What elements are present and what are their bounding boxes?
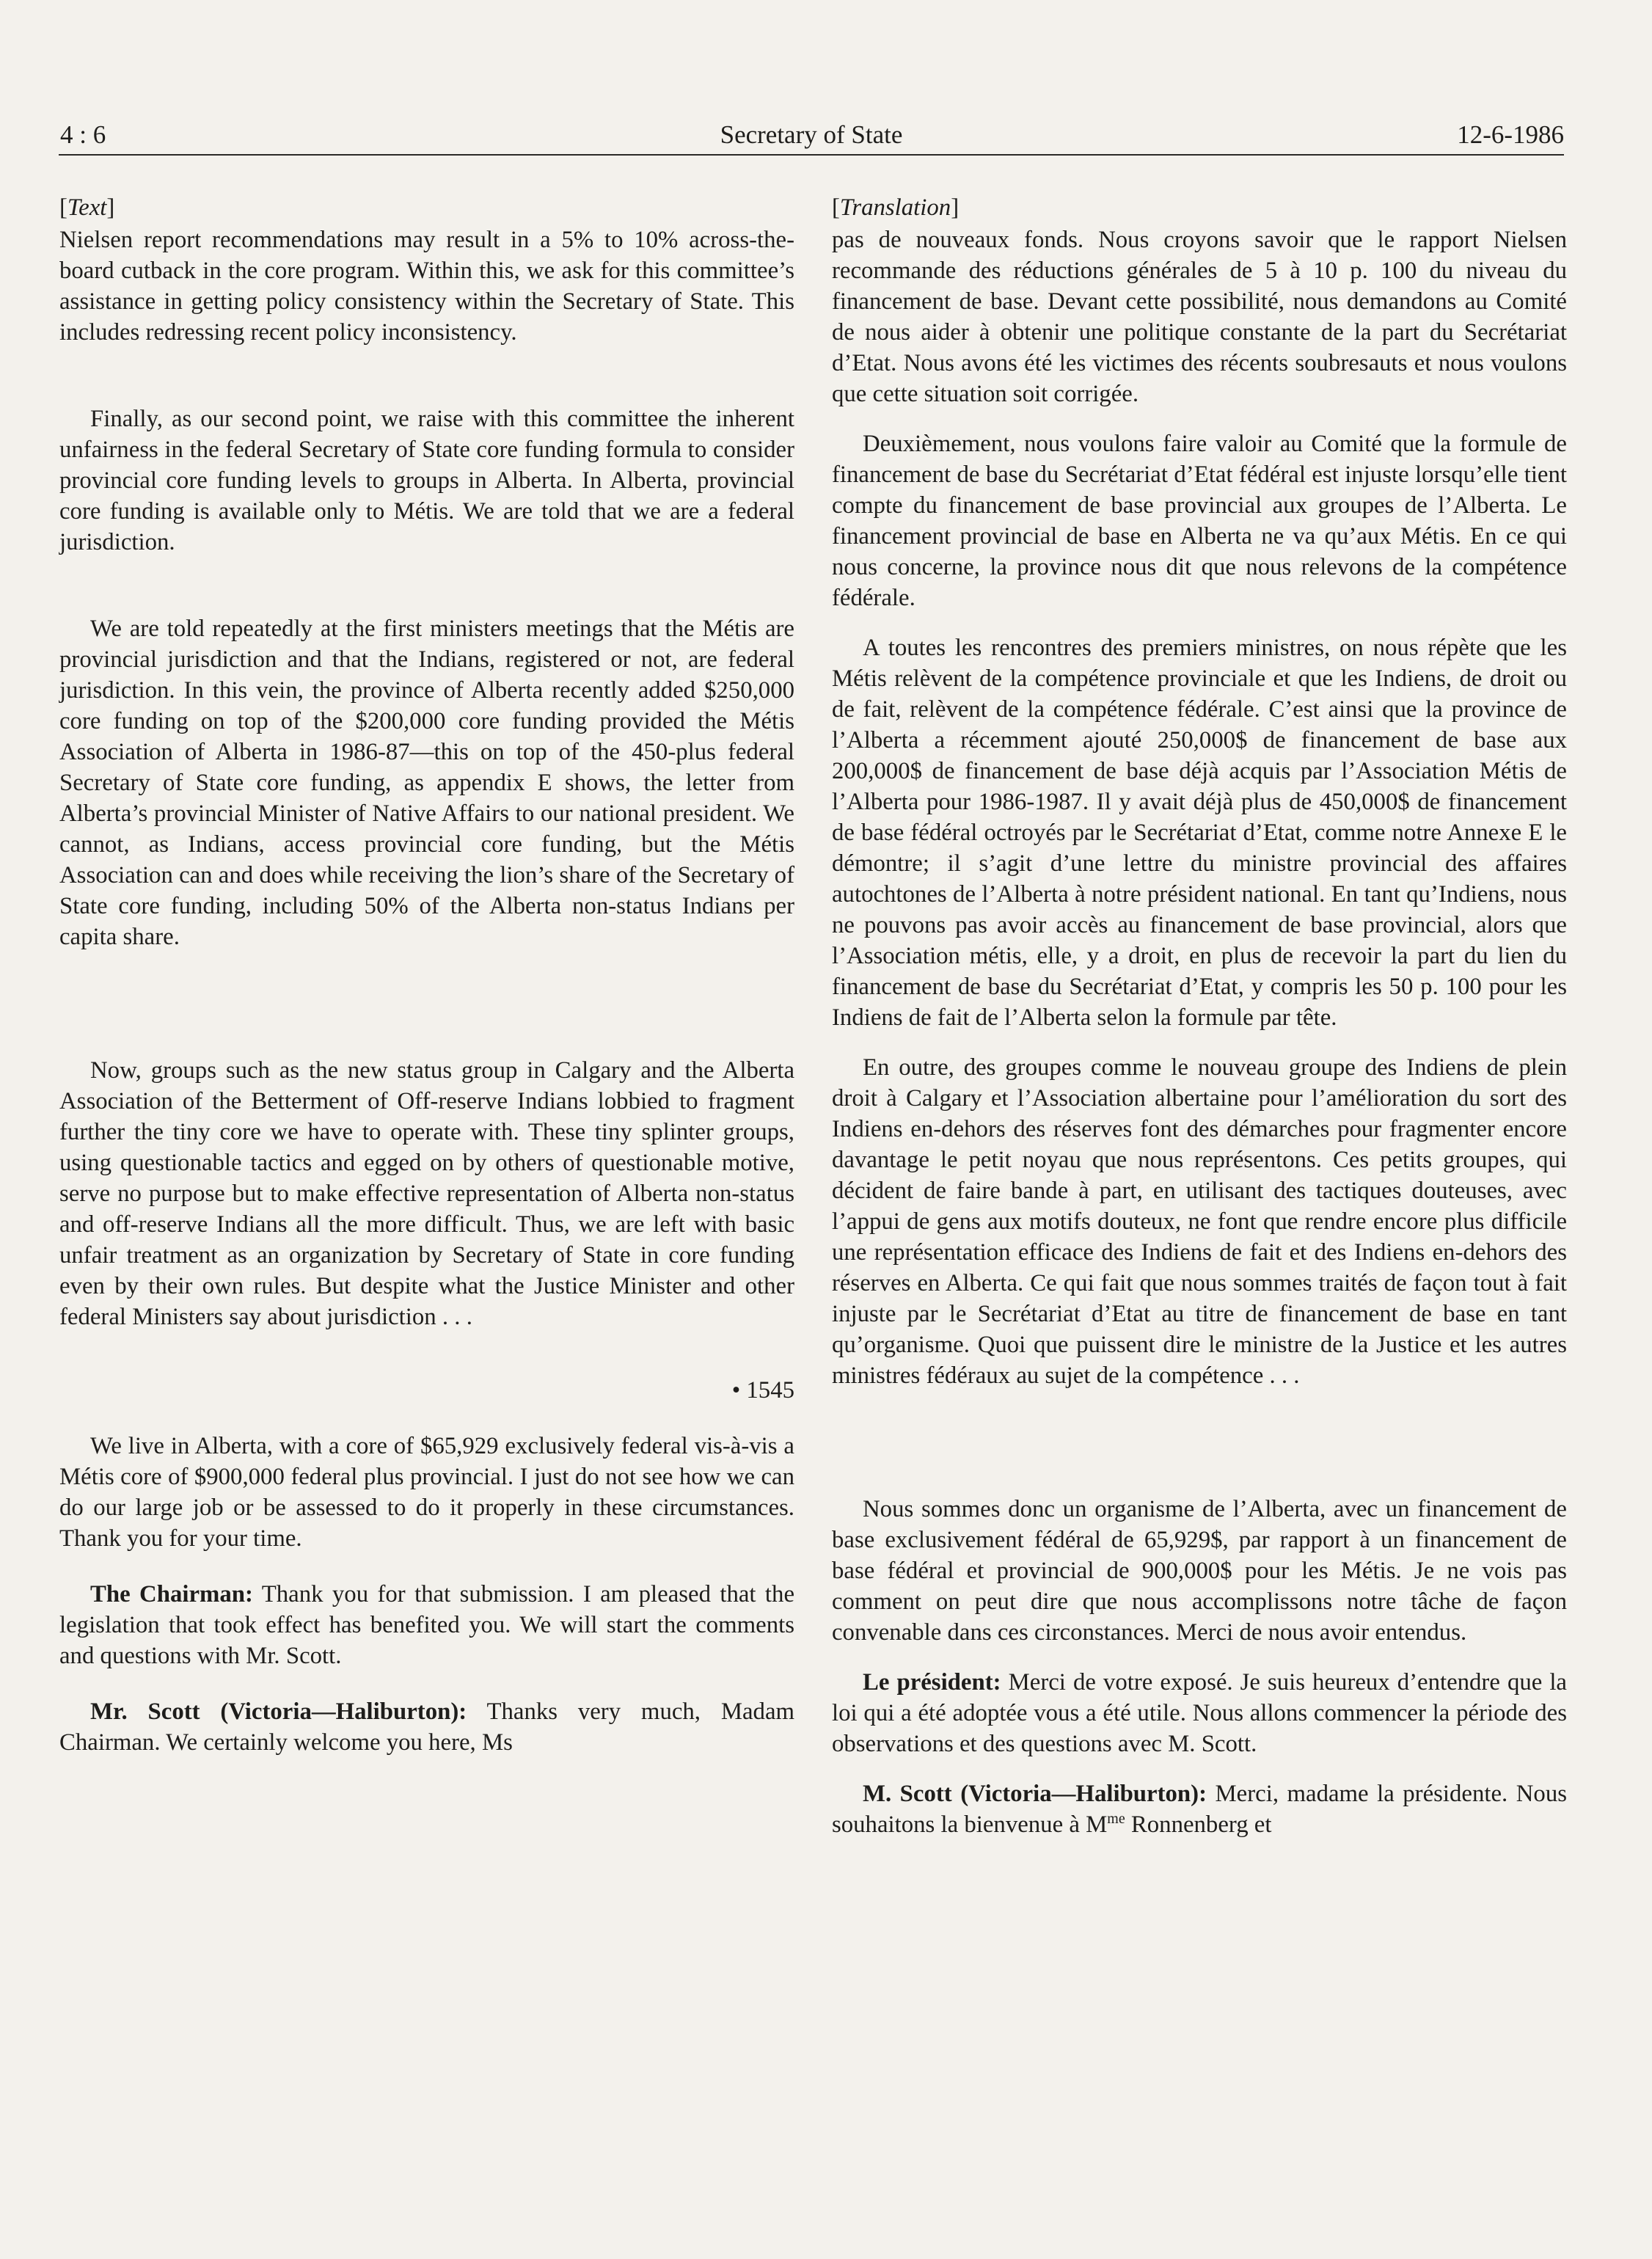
speech-text: Thanks very much, Madam Chairman. We certainly welcome you here, Ms <box>59 1698 795 1756</box>
running-header <box>59 117 1564 156</box>
paragraph: We live in Alberta, with a core of $65,929 exclusively federal vis-à-vis a Métis core of $900,000 federal plus provincial. I just do not see how we can do our large job or be assessed to do it properly in these circumstances. Thank you for your time. <box>59 1433 794 1552</box>
time-stamp: • 1545 <box>731 1377 794 1404</box>
page-number: 4 : 6 <box>60 120 106 149</box>
paragraph: A toutes les rencontres des premiers ministres, on nous répète que les Métis relèvent de la compétence provinciale et que les Indiens, de droit ou de fait, relèvent de la compétence fédérale. C’est ainsi que la province de l’Alberta a récemment ajouté 250,000$ de financement de base aux 200,000$ de financement de base déjà acquis par l’Association Métis de l’Alberta pour 1986-1987. Il y avait déjà plus de 450,000$ de financement de base fédéral octroyés par le Secrétariat d’Etat, comme notre Annexe E le démontre; il s’agit d’une lettre du ministre provincial des affaires autochtones de l’Alberta à notre président national. En tant qu’Indiens, nous ne pouvons pas avoir accès au financement de base provincial, alors que l’Association métis, elle, y a droit, en plus de recevoir la part du lien du financement de base du Secrétariat d’Etat, y compris les 50 p. 100 pour les Indiens de fait de l’Alberta selon la formule par tête. <box>832 635 1567 1031</box>
speaker-name: Le président: <box>863 1669 1001 1696</box>
speaker-paragraph <box>59 1579 794 1671</box>
speaker-paragraph <box>832 1667 1567 1759</box>
column-label-translation: [Translation] <box>832 194 960 221</box>
paragraph: Nous sommes donc un organisme de l’Alberta, avec un financement de base exclusivement fédéral de 65,929$, par rapport à un financement de base fédéral et provincial de 900,000$ pour les Métis. Je ne vois pas comment on peut dire que nous accomplissons notre tâche de façon convenable dans ces circonstances. Merci de nous avoir entendus. <box>832 1496 1567 1646</box>
speaker-name: Mr. Scott (Victoria—Haliburton): <box>90 1698 467 1725</box>
paragraph: We are told repeatedly at the first ministers meetings that the Métis are provincial jurisdiction and that the Indians, registered or not, are federal jurisdiction. In this vein, the province of Alberta recently added $250,000 core funding on top of the $200,000 core funding provided the Métis Association of Alberta in 1986-87—this on top of the 450-plus federal Secretary of State core funding, as appendix E shows, the letter from Alberta’s provincial Minister of Native Affairs to our national president. We cannot, as Indians, access provincial core funding, but the Métis Association can and does while receiving the lion’s share of the Secretary of State core funding, including 50% of the Alberta non-status Indians per capita share. <box>59 616 794 950</box>
speaker-paragraph <box>59 1696 794 1758</box>
speech-text: Thank you for that submission. I am pleased that the legislation that took effect has benefited you. We will start the comments and questions with Mr. Scott. <box>59 1581 794 1669</box>
paragraph: En outre, des groupes comme le nouveau groupe des Indiens de plein droit à Calgary et l’Association albertaine pour l’amélioration du sort des Indiens en-dehors des réserves font des démarches pour fragmenter encore davantage le petit noyau que nous représentons. Ces petits groupes, qui décident de faire bande à part, en utilisant des tactiques douteuses, avec l’appui de gens aux motifs douteux, ne font que rendre encore plus difficile une représentation efficace des Indiens de fait et des Indiens en-dehors des réserves en Alberta. Ce qui fait que nous sommes traités de façon tout à fait injuste par le Secrétariat d’Etat au titre de financement de base en tant qu’organisme. Quoi que puissent dire le ministre de la Justice et les autres ministres fédéraux au sujet de la compétence . . . <box>832 1054 1567 1389</box>
speech-text: Merci de votre exposé. Je suis heureux d’entendre que la loi qui a été adoptée vous a été utile. Nous allons commencer la période des observations et des questions avec M. Scott. <box>832 1669 1567 1757</box>
journal-title: Secretary of State <box>720 120 903 149</box>
speaker-paragraph <box>832 1778 1567 1840</box>
paragraph: pas de nouveaux fonds. Nous croyons savoir que le rapport Nielsen recommande des réductions générales de 5 à 10 p. 100 du niveau du financement de base. Devant cette possibilité, nous demandons au Comité de nous aider à obtenir une politique constante de la part du Secrétariat d’Etat. Nous avons été les victimes des récents soubresauts et nous voulons que cette situation soit corrigée. <box>832 227 1567 407</box>
column-label-text: [Text] <box>59 194 115 221</box>
speaker-name: M. Scott (Victoria—Haliburton): <box>863 1781 1207 1807</box>
speech-text: Ronnenberg et <box>1125 1811 1272 1838</box>
speech-text: Merci, madame la présidente. Nous souhaitons la bienvenue à M <box>832 1781 1567 1838</box>
superscript: me <box>1107 1811 1125 1827</box>
header-date: 12-6-1986 <box>1457 120 1564 149</box>
french-column <box>832 192 1567 1840</box>
speaker-name: The Chairman: <box>90 1581 253 1607</box>
paragraph: Now, groups such as the new status group in Calgary and the Alberta Association of the Betterment of Off-reserve Indians lobbied to fragment further the tiny core we have to operate with. These tiny splinter groups, using questionable tactics and egged on by others of questionable motive, serve no purpose but to make effective representation of Alberta non-status and off-reserve Indians all the more difficult. Thus, we are left with basic unfair treatment as an organization by Secretary of State in core funding even by their own rules. But despite what the Justice Minister and other federal Ministers say about jurisdiction . . . <box>59 1057 794 1330</box>
paragraph: Deuxièmement, nous voulons faire valoir au Comité que la formule de financement de base du Secrétariat d’Etat fédéral est injuste lorsqu’elle tient compte du financement de base provincial aux groupes de l’Alberta. Le financement provincial de base en Alberta ne va qu’aux Métis. En ce qui nous concerne, la province nous dit que nous relevons de la compétence fédérale. <box>832 431 1567 611</box>
paragraph: Nielsen report recommendations may result in a 5% to 10% across-the-board cutback in the core program. Within this, we ask for this committee’s assistance in getting policy consistency within the Secretary of State. This includes redressing recent policy inconsistency. <box>59 227 794 346</box>
paragraph: Finally, as our second point, we raise with this committee the inherent unfairness in the federal Secretary of State core funding formula to consider provincial core funding levels to groups in Alberta. In Alberta, provincial core funding is available only to Métis. We are told that we are a federal jurisdiction. <box>59 406 794 555</box>
english-column <box>59 192 794 1758</box>
